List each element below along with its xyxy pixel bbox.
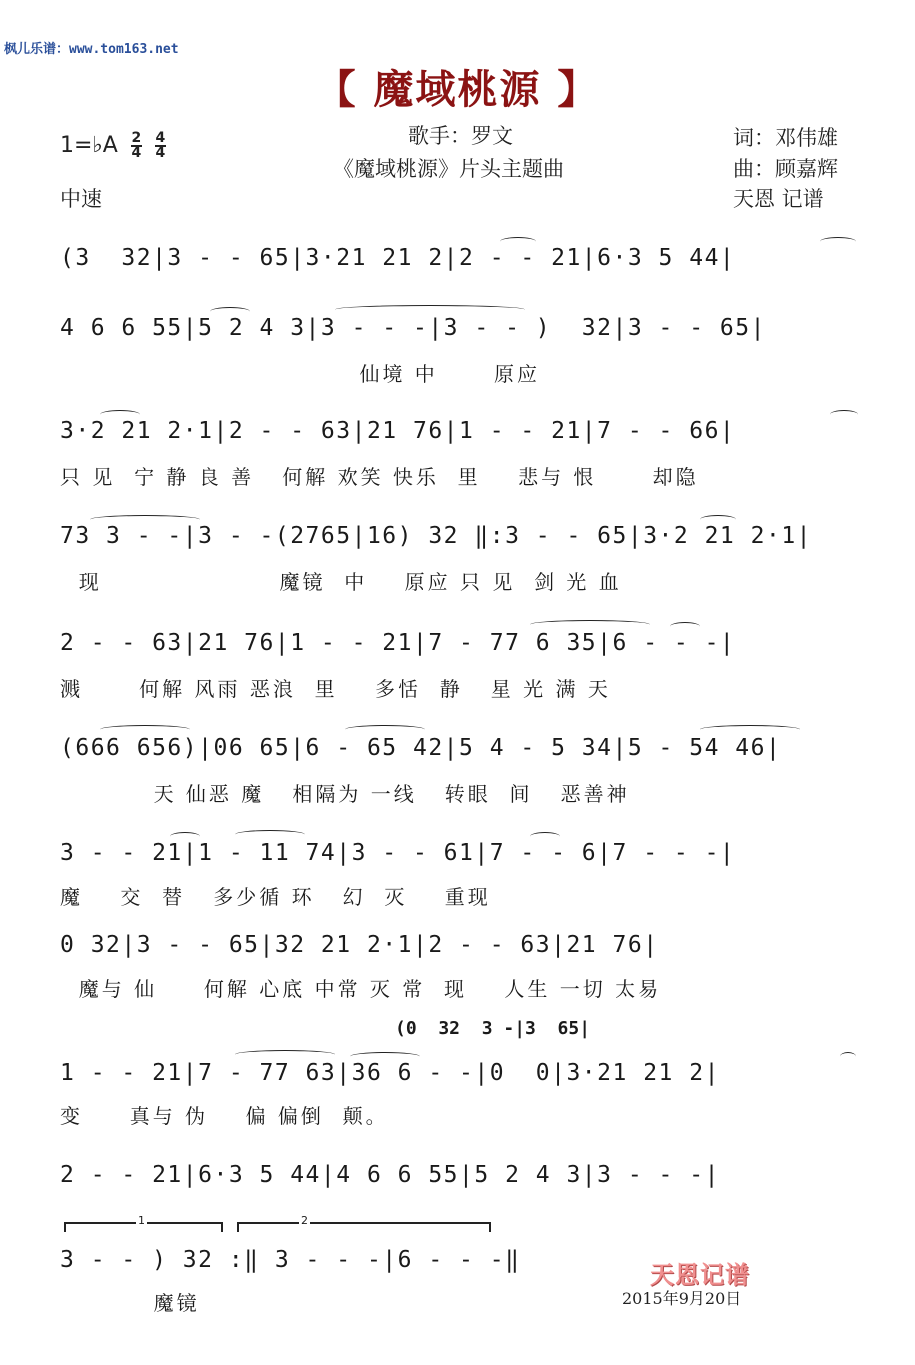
score-row-7 (60, 840, 857, 874)
transcriber-stamp: 天恩记谱 (650, 1260, 750, 1289)
notes-row-9: 1 - - 21|7 - 77 63|36 6 - -|0 0|3·21 21 2| (60, 1060, 720, 1086)
notes-row-7: 3 - - 21|1 - 11 74|3 - - 61|7 - - 6|7 - - -| (60, 840, 736, 866)
first-ending-number: 1 (138, 1214, 145, 1227)
score-row-3 (60, 418, 857, 452)
notes-row-6: (666 656)|06 65|6 - 65 42|5 4 - 5 34|5 - 54 46| (60, 735, 782, 761)
notes-row-5: 2 - - 63|21 76|1 - - 21|7 - 77 6 35|6 - - -| (60, 630, 736, 656)
composer-label: 曲：顾嘉辉 (733, 157, 838, 181)
second-ending-number: 2 (301, 1214, 308, 1227)
notes-row-1: (3 32|3 - - 65|3·21 21 2|2 - - 21|6·3 5 44| (60, 245, 736, 271)
score-row-1 (60, 245, 857, 279)
transcriber-label: 天恩 记谱 (733, 187, 824, 211)
intro-line: (0 32 3 -|3 65| (395, 1018, 591, 1039)
tempo-label: 中速 (60, 187, 102, 211)
notes-row-3: 3·2 21 2·1|2 - - 63|21 76|1 - - 21|7 - - 66| (60, 418, 736, 444)
notes-row-8: 0 32|3 - - 65|32 21 2·1|2 - - 63|21 76| (60, 932, 659, 958)
lyrics-row-2: 仙境 中 原应 (60, 362, 540, 386)
notes-row-10: 2 - - 21|6·3 5 44|4 6 6 55|5 2 4 3|3 - - -| (60, 1162, 720, 1188)
lyricist-label: 词：邓伟雄 (733, 126, 838, 150)
song-title: 【 魔域桃源 】 (315, 67, 600, 113)
key-label: 1=♭A (60, 133, 118, 158)
lyrics-row-7: 魔 交 替 多少循 环 幻 灭 重现 (60, 885, 491, 909)
key-signature (60, 132, 166, 160)
second-ending-bracket (237, 1214, 491, 1232)
lyrics-row-9: 变 真与 伪 偏 偏倒 颠。 (60, 1104, 389, 1128)
lyrics-row-6: 天 仙恶 魔 相隔为 一线 转眼 间 恶善神 (60, 782, 630, 806)
time-signature-2-4: $\frac{2}{4}$ (131, 130, 142, 161)
subtitle-label: 《魔域桃源》片头主题曲 (333, 157, 564, 181)
lyrics-row-3: 只 见 宁 静 良 善 何解 欢笑 快乐 里 悲与 恨 却隐 (60, 465, 699, 489)
score-row-6 (60, 735, 857, 769)
score-row-2 (60, 315, 857, 349)
score-row-10 (60, 1162, 857, 1196)
notes-row-11: 3 - - ) 32 :‖ 3 - - -|6 - - -‖ (60, 1247, 521, 1273)
notes-row-4: 73 3 - -|3 - -(2765|16) 32 ‖:3 - - 65|3·2 21 2·1| (60, 523, 813, 549)
lyrics-row-4: 现 魔镜 中 原应 只 见 剑 光 血 (60, 570, 622, 594)
first-ending-bracket (64, 1214, 223, 1232)
score-row-5 (60, 630, 857, 664)
score-row-4 (60, 523, 857, 557)
time-signature-4-4: $\frac{4}{4}$ (155, 130, 166, 161)
notes-row-2: 4 6 6 55|5 2 4 3|3 - - -|3 - - ) 32|3 - - 65| (60, 315, 766, 341)
lyrics-row-11: 魔镜 (60, 1291, 200, 1315)
lyrics-row-8: 魔与 仙 何解 心底 中常 灭 常 现 人生 一切 太易 (60, 977, 662, 1001)
singer-label: 歌手：罗文 (408, 124, 513, 148)
date-label: 2015年9月20日 (622, 1289, 742, 1308)
site-label: 枫儿乐谱：www.tom163.net (4, 42, 179, 57)
score-row-9 (60, 1060, 857, 1094)
score-row-8 (60, 932, 857, 966)
lyrics-row-5: 溅 何解 风雨 恶浪 里 多恬 静 星 光 满 天 (60, 677, 611, 701)
